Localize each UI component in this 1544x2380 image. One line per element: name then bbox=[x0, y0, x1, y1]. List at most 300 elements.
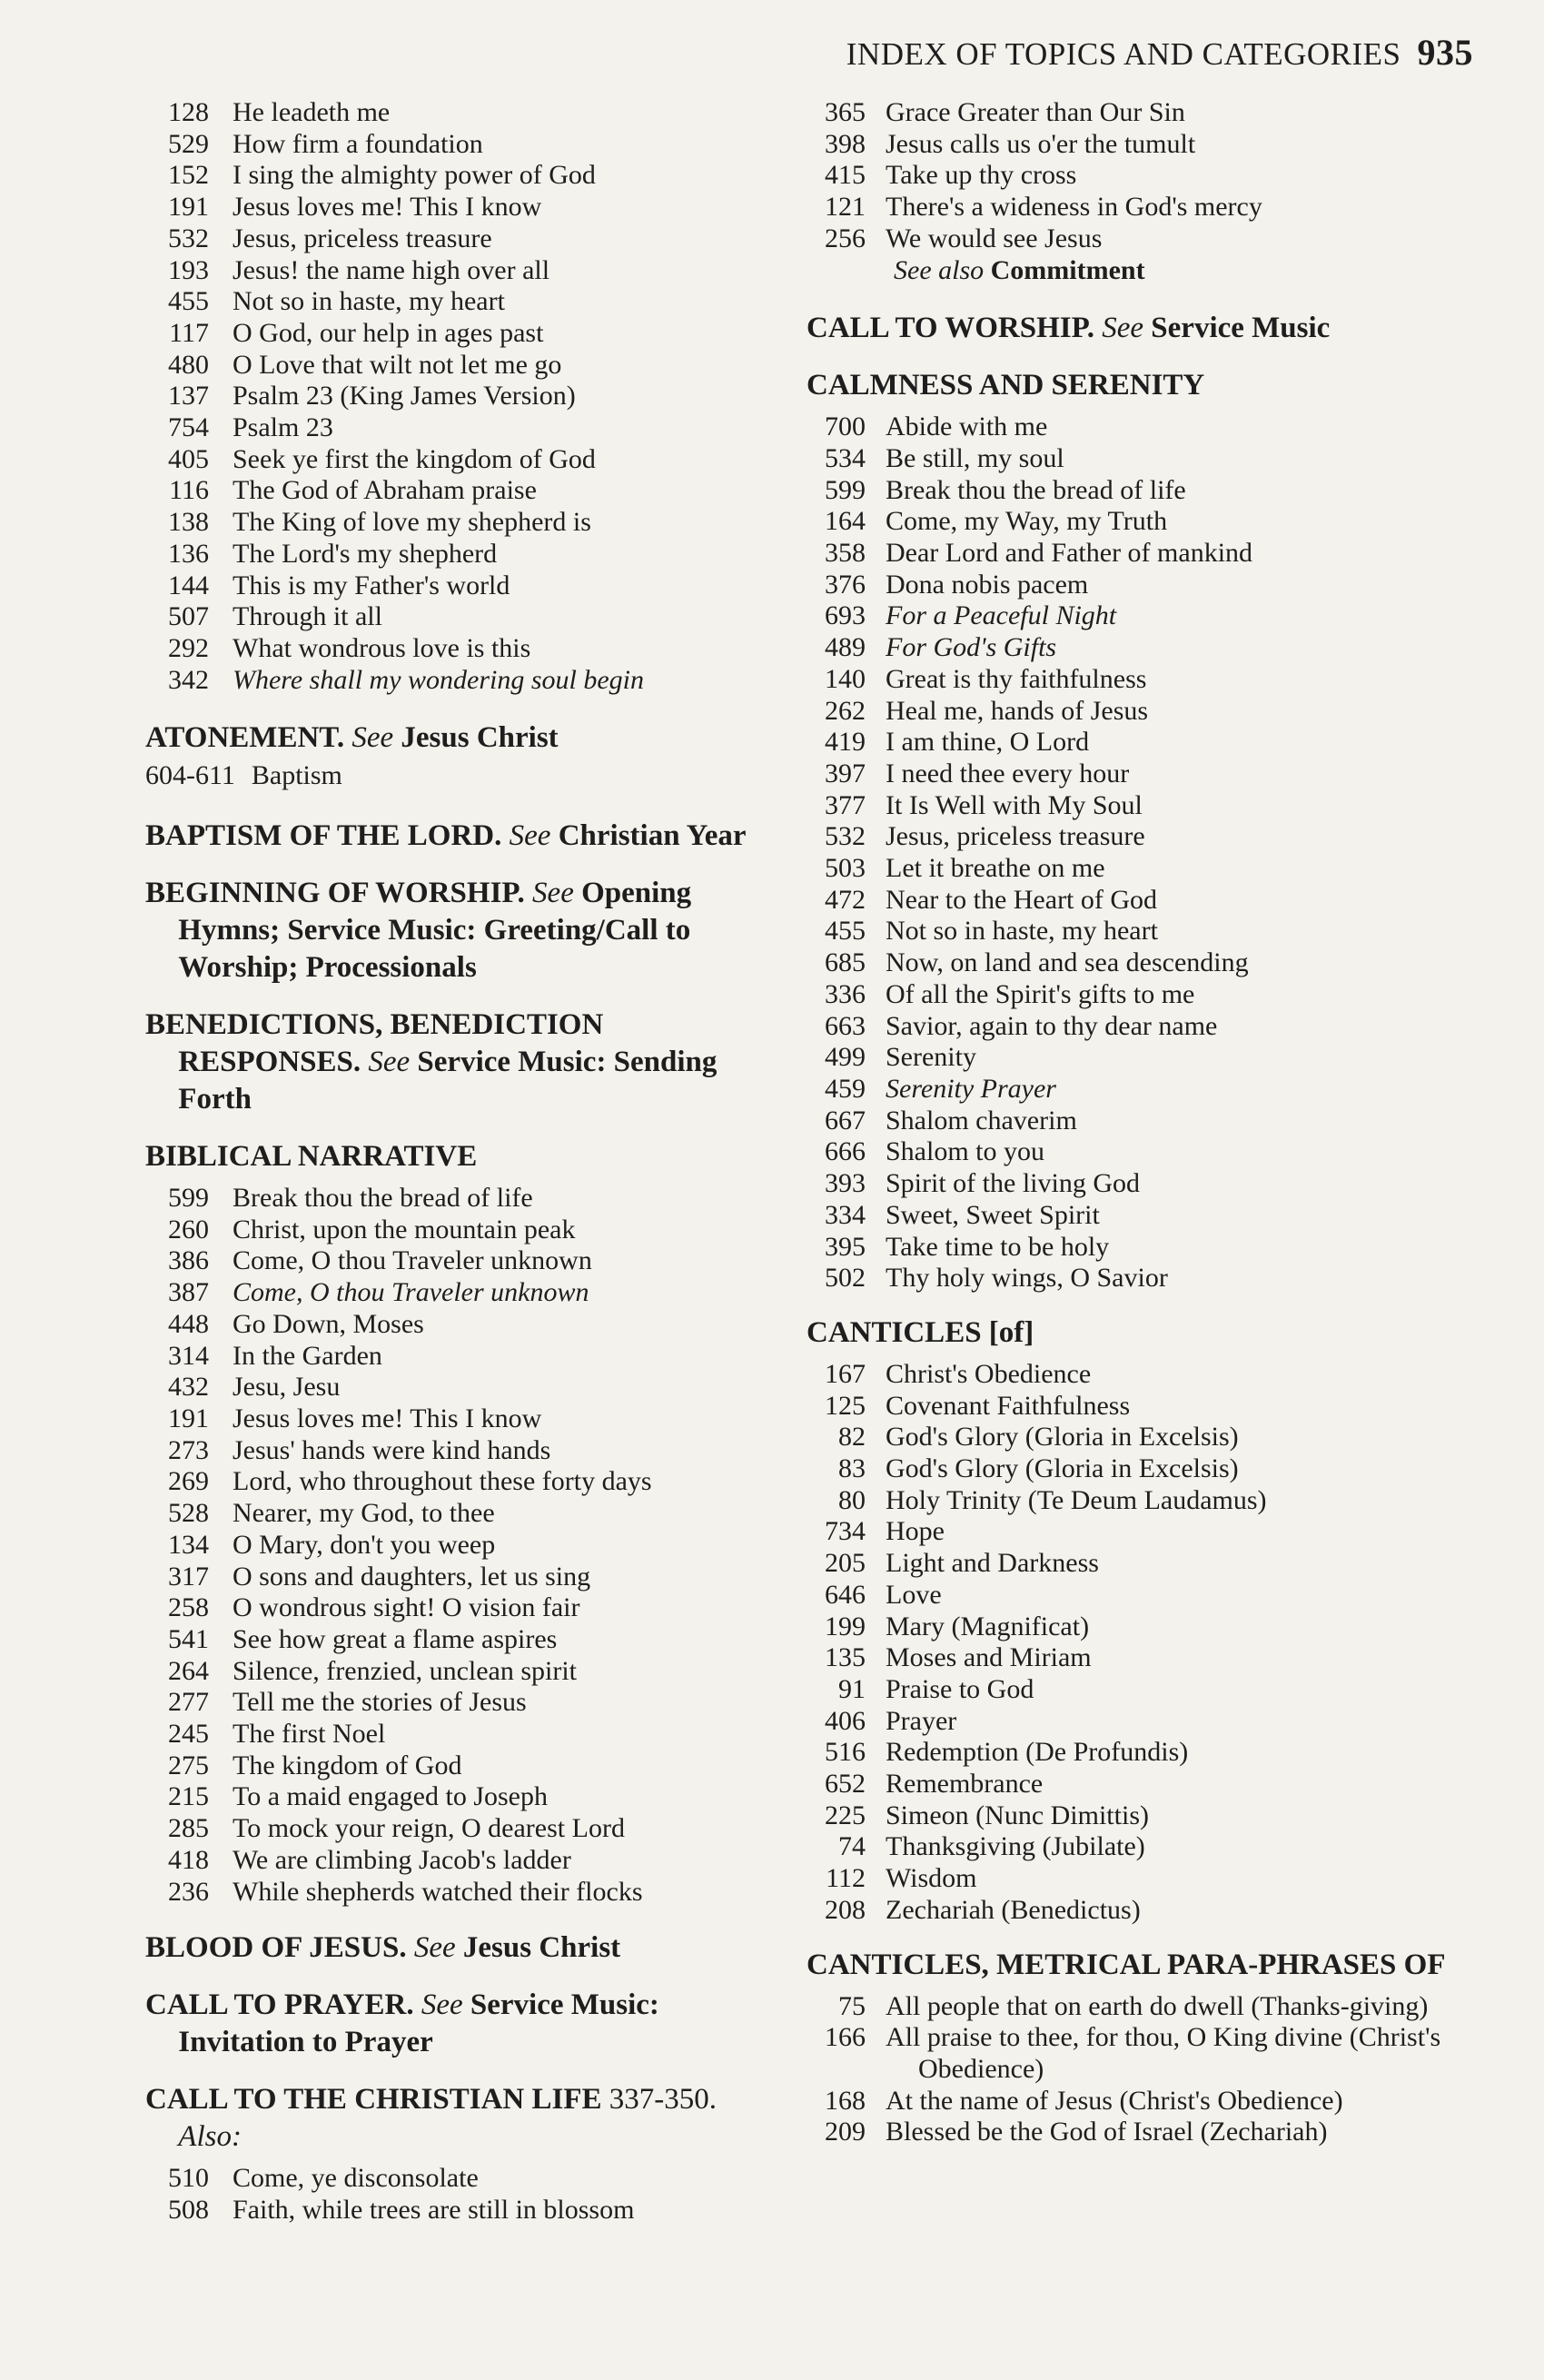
hymn-number: 74 bbox=[838, 1831, 866, 1862]
list-item bbox=[807, 916, 1479, 947]
hymn-title: O Love that wilt not let me go bbox=[233, 349, 562, 380]
hymn-number: 652 bbox=[825, 1769, 866, 1800]
hymn-title: O wondrous sight! O vision fair bbox=[233, 1592, 580, 1623]
hymn-title: Come, my Way, my Truth bbox=[886, 506, 1168, 537]
hymn-title: Grace Greater than Our Sin bbox=[886, 97, 1185, 127]
list-item bbox=[807, 223, 1479, 255]
hymn-number: 508 bbox=[168, 2194, 209, 2225]
hymn-title: To a maid engaged to Joseph bbox=[233, 1781, 548, 1812]
list-item bbox=[145, 1624, 781, 1656]
hymn-title: The God of Abraham praise bbox=[233, 475, 537, 506]
hymn-title: Shalom to you bbox=[886, 1136, 1045, 1167]
list-item bbox=[807, 1516, 1479, 1548]
list-item bbox=[807, 1391, 1479, 1423]
hymn-title: All praise to thee, for thou, O King divine (Christ's Obedience) bbox=[886, 2022, 1441, 2084]
list-item bbox=[807, 1642, 1479, 1674]
heading-baptism-of-the-lord: BAPTISM OF THE LORD. See Christian Year bbox=[145, 819, 747, 853]
list-item bbox=[145, 286, 781, 318]
hymn-number: 336 bbox=[825, 978, 866, 1009]
heading-canticles: CANTICLES [of] bbox=[807, 1315, 1034, 1349]
list-item bbox=[807, 129, 1479, 161]
list-item bbox=[807, 947, 1479, 979]
hymn-number: 292 bbox=[168, 632, 209, 663]
hymn-number: 140 bbox=[825, 663, 866, 694]
hymn-number: 503 bbox=[825, 853, 866, 884]
list-item bbox=[807, 632, 1479, 664]
hymn-title: For a Peaceful Night bbox=[886, 600, 1117, 631]
list-item bbox=[807, 412, 1479, 443]
hymn-title: I am thine, O Lord bbox=[886, 727, 1090, 758]
list-item bbox=[807, 1011, 1479, 1043]
hymn-title: Come, O thou Traveler unknown bbox=[233, 1277, 589, 1308]
hymn-number: 342 bbox=[168, 664, 209, 695]
heading-call-to-prayer: CALL TO PRAYER. See Service Music: Invitation to Prayer bbox=[145, 1988, 659, 2059]
list-item bbox=[807, 538, 1479, 570]
hymn-title: Serenity Prayer bbox=[886, 1073, 1056, 1104]
list-item bbox=[145, 2163, 781, 2195]
list-item bbox=[807, 696, 1479, 728]
list-item bbox=[145, 539, 781, 570]
hymn-number: 166 bbox=[825, 2022, 866, 2053]
hymn-number: 208 bbox=[825, 1894, 866, 1925]
heading-call-to-worship: CALL TO WORSHIP. See Service Music bbox=[807, 312, 1331, 345]
list-item bbox=[145, 192, 781, 223]
hymn-title: Abide with me bbox=[886, 412, 1048, 442]
list-item bbox=[807, 1106, 1479, 1137]
hymn-title: Praise to God bbox=[886, 1673, 1034, 1704]
metrical-paraphrases-list bbox=[807, 1991, 1479, 2149]
hymn-number: 418 bbox=[168, 1844, 209, 1875]
hymn-number: 499 bbox=[825, 1042, 866, 1073]
list-item bbox=[145, 1466, 781, 1498]
hymn-number: 599 bbox=[825, 474, 866, 505]
heading-call-to-christian-life: CALL TO THE CHRISTIAN LIFE 337-350. Also: bbox=[145, 2083, 718, 2154]
list-item bbox=[145, 444, 781, 476]
left-continued-list bbox=[145, 97, 781, 696]
hymn-title: Heal me, hands of Jesus bbox=[886, 695, 1149, 726]
list-item: 604-611 Baptism bbox=[145, 760, 342, 791]
list-item bbox=[807, 1453, 1479, 1485]
list-item bbox=[145, 223, 781, 255]
hymn-title: Redemption (De Profundis) bbox=[886, 1737, 1189, 1768]
calmness-list bbox=[807, 412, 1479, 1294]
hymn-number: 269 bbox=[168, 1466, 209, 1497]
list-item bbox=[807, 1548, 1479, 1580]
hymn-number: 273 bbox=[168, 1434, 209, 1465]
hymn-number: 191 bbox=[168, 192, 209, 223]
hymn-number: 168 bbox=[825, 2085, 866, 2116]
list-item bbox=[807, 1831, 1479, 1863]
hymn-number: 419 bbox=[825, 727, 866, 758]
hymn-title: Light and Darkness bbox=[886, 1548, 1099, 1579]
hymn-number: 128 bbox=[168, 97, 209, 127]
hymn-title: Shalom chaverim bbox=[886, 1105, 1077, 1135]
hymn-title: It Is Well with My Soul bbox=[886, 789, 1143, 820]
hymn-title: Take time to be holy bbox=[886, 1231, 1110, 1262]
hymn-number: 397 bbox=[825, 758, 866, 788]
list-item bbox=[145, 633, 781, 665]
hymn-title: Covenant Faithfulness bbox=[886, 1390, 1131, 1421]
hymn-title: The first Noel bbox=[233, 1719, 386, 1750]
heading-calmness-and-serenity: CALMNESS AND SERENITY bbox=[807, 369, 1205, 402]
hymn-title: To mock your reign, O dearest Lord bbox=[233, 1813, 625, 1844]
list-item bbox=[145, 1530, 781, 1562]
hymn-number: 507 bbox=[168, 601, 209, 632]
list-item bbox=[145, 1750, 781, 1782]
hymn-title: Break thou the bread of life bbox=[233, 1183, 533, 1214]
hymn-title: God's Glory (Gloria in Excelsis) bbox=[886, 1453, 1239, 1484]
list-item bbox=[807, 1800, 1479, 1832]
hymn-number: 377 bbox=[825, 789, 866, 820]
list-item bbox=[145, 255, 781, 287]
list-item bbox=[145, 1372, 781, 1403]
hymn-title: The kingdom of God bbox=[233, 1750, 462, 1780]
list-item bbox=[145, 350, 781, 382]
list-item bbox=[807, 1706, 1479, 1738]
list-item bbox=[807, 97, 1479, 129]
list-item bbox=[145, 665, 781, 697]
hymn-number: 136 bbox=[168, 538, 209, 569]
hymn-title: Nearer, my God, to thee bbox=[233, 1498, 495, 1529]
christian-life-list bbox=[145, 2163, 781, 2226]
list-item bbox=[145, 1341, 781, 1373]
hymn-number: 164 bbox=[825, 506, 866, 537]
list-item bbox=[807, 2022, 1479, 2085]
hymn-title: Christ, upon the mountain peak bbox=[233, 1214, 576, 1245]
hymn-title: Where shall my wondering soul begin bbox=[233, 664, 645, 695]
list-item bbox=[807, 1895, 1479, 1927]
hymn-number: 510 bbox=[168, 2163, 209, 2194]
hymn-title: The King of love my shepherd is bbox=[233, 507, 591, 538]
list-item bbox=[807, 1200, 1479, 1232]
hymn-number: 225 bbox=[825, 1800, 866, 1830]
heading-beginning-of-worship: BEGINNING OF WORSHIP. See Opening Hymns; Service Music: Greeting/Call to Worship; Processionals bbox=[145, 877, 692, 985]
list-item bbox=[145, 160, 781, 192]
hymn-title: Holy Trinity (Te Deum Laudamus) bbox=[886, 1484, 1267, 1515]
hymn-title: Of all the Spirit's gifts to me bbox=[886, 978, 1195, 1009]
hymn-number: 455 bbox=[168, 286, 209, 317]
hymn-number: 646 bbox=[825, 1579, 866, 1610]
page-number: 935 bbox=[1417, 32, 1473, 73]
hymn-number: 459 bbox=[825, 1073, 866, 1104]
list-item bbox=[145, 1435, 781, 1467]
hymn-number: 448 bbox=[168, 1308, 209, 1339]
hymn-title: Jesus, priceless treasure bbox=[886, 821, 1145, 852]
hymn-title: I sing the almighty power of God bbox=[233, 160, 596, 191]
list-item bbox=[145, 1277, 781, 1309]
hymn-title: Moses and Miriam bbox=[886, 1642, 1092, 1673]
hymn-title: How firm a foundation bbox=[233, 128, 483, 159]
hymn-title: Through it all bbox=[233, 601, 382, 632]
hymn-title: Come, ye disconsolate bbox=[233, 2163, 479, 2194]
hymn-title: For God's Gifts bbox=[886, 632, 1057, 663]
list-item bbox=[807, 790, 1479, 822]
hymn-number: 121 bbox=[825, 192, 866, 223]
hymn-title: Not so in haste, my heart bbox=[886, 916, 1158, 947]
hymn-number: 258 bbox=[168, 1592, 209, 1623]
list-item bbox=[145, 1498, 781, 1530]
hymn-title: Hope bbox=[886, 1516, 945, 1547]
hymn-number: 685 bbox=[825, 947, 866, 978]
list-item bbox=[807, 1074, 1479, 1106]
hymn-title: Faith, while trees are still in blossom bbox=[233, 2194, 635, 2225]
hymn-number: 667 bbox=[825, 1105, 866, 1135]
hymn-number: 415 bbox=[825, 160, 866, 191]
hymn-title: Love bbox=[886, 1579, 942, 1610]
hymn-title: He leadeth me bbox=[233, 97, 391, 127]
hymn-title: Lord, who throughout these forty days bbox=[233, 1466, 652, 1497]
list-item bbox=[145, 507, 781, 539]
hymn-title: Psalm 23 (King James Version) bbox=[233, 381, 576, 412]
hymn-number: 91 bbox=[838, 1673, 866, 1704]
hymn-number: 358 bbox=[825, 538, 866, 569]
list-item bbox=[145, 1562, 781, 1593]
list-item bbox=[145, 129, 781, 161]
hymn-number: 406 bbox=[825, 1705, 866, 1736]
hymn-number: 432 bbox=[168, 1372, 209, 1403]
hymn-title: Christ's Obedience bbox=[886, 1358, 1092, 1389]
hymn-number: 334 bbox=[825, 1199, 866, 1230]
hymn-number: 80 bbox=[838, 1484, 866, 1515]
hymn-title: Jesus' hands were kind hands bbox=[233, 1434, 551, 1465]
hymn-number: 209 bbox=[825, 2117, 866, 2147]
hymn-number: 365 bbox=[825, 97, 866, 127]
list-item bbox=[807, 1232, 1479, 1264]
hymn-number: 144 bbox=[168, 570, 209, 600]
hymn-title: Take up thy cross bbox=[886, 160, 1077, 191]
hymn-number: 666 bbox=[825, 1136, 866, 1167]
list-item bbox=[145, 1403, 781, 1435]
list-item bbox=[807, 1359, 1479, 1391]
heading-blood-of-jesus: BLOOD OF JESUS. See Jesus Christ bbox=[145, 1931, 621, 1965]
list-item bbox=[145, 97, 781, 129]
list-item bbox=[807, 1674, 1479, 1706]
list-item bbox=[145, 412, 781, 444]
hymn-number: 528 bbox=[168, 1498, 209, 1529]
list-item bbox=[807, 1737, 1479, 1769]
hymn-title: All people that on earth do dwell (Thanks-giving) bbox=[886, 1990, 1429, 2021]
hymn-title: At the name of Jesus (Christ's Obedience) bbox=[886, 2085, 1343, 2116]
list-item bbox=[807, 1263, 1479, 1294]
hymn-title: Break thou the bread of life bbox=[886, 474, 1186, 505]
hymn-title: Seek ye first the kingdom of God bbox=[233, 443, 596, 474]
hymn-title: Near to the Heart of God bbox=[886, 884, 1158, 915]
list-item bbox=[807, 2086, 1479, 2117]
hymn-title: This is my Father's world bbox=[233, 570, 510, 600]
list-item bbox=[807, 1042, 1479, 1074]
hymn-number: 112 bbox=[826, 1863, 866, 1894]
list-item bbox=[807, 1611, 1479, 1643]
hymn-number: 138 bbox=[168, 507, 209, 538]
hymn-number: 317 bbox=[168, 1561, 209, 1592]
list-item bbox=[807, 160, 1479, 192]
list-item bbox=[807, 1769, 1479, 1800]
hymn-title: Jesus, priceless treasure bbox=[233, 223, 492, 253]
hymn-number: 663 bbox=[825, 1010, 866, 1041]
hymn-number: 532 bbox=[825, 821, 866, 852]
list-item bbox=[807, 2117, 1479, 2148]
hymn-number: 277 bbox=[168, 1687, 209, 1718]
hymn-number: 734 bbox=[825, 1516, 866, 1547]
hymn-title: While shepherds watched their flocks bbox=[233, 1876, 643, 1907]
hymn-title: Thy holy wings, O Savior bbox=[886, 1263, 1168, 1294]
hymn-number: 376 bbox=[825, 569, 866, 600]
list-item bbox=[807, 979, 1479, 1011]
list-item bbox=[145, 570, 781, 602]
hymn-number: 455 bbox=[825, 916, 866, 947]
list-item bbox=[807, 1422, 1479, 1453]
list-item bbox=[807, 1485, 1479, 1517]
list-item bbox=[145, 1245, 781, 1277]
right-continued-list bbox=[807, 97, 1479, 255]
list-item bbox=[807, 664, 1479, 696]
list-item bbox=[145, 1687, 781, 1719]
hymn-title: Spirit of the living God bbox=[886, 1168, 1140, 1199]
hymn-number: 275 bbox=[168, 1750, 209, 1780]
hymn-number: 285 bbox=[168, 1813, 209, 1844]
hymn-title: Savior, again to thy dear name bbox=[886, 1010, 1218, 1041]
hymn-number: 532 bbox=[168, 223, 209, 253]
hymn-number: 534 bbox=[825, 442, 866, 473]
hymn-number: 480 bbox=[168, 349, 209, 380]
list-item bbox=[807, 1580, 1479, 1611]
list-item bbox=[145, 1845, 781, 1877]
hymn-number: 754 bbox=[168, 412, 209, 443]
list-item bbox=[145, 318, 781, 350]
list-item bbox=[807, 821, 1479, 853]
hymn-title: See how great a flame aspires bbox=[233, 1623, 558, 1654]
hymn-title: Silence, frenzied, unclean spirit bbox=[233, 1655, 578, 1686]
hymn-title: Great is thy faithfulness bbox=[886, 663, 1147, 694]
hymn-number: 134 bbox=[168, 1529, 209, 1560]
list-item bbox=[145, 1215, 781, 1246]
hymn-title: Jesus loves me! This I know bbox=[233, 1403, 542, 1433]
list-item bbox=[807, 1136, 1479, 1168]
heading-metrical-paraphrases: CANTICLES, METRICAL PARA-PHRASES OF bbox=[807, 1948, 1446, 1981]
hymn-number: 75 bbox=[838, 1990, 866, 2021]
list-item bbox=[145, 1813, 781, 1845]
hymn-title: Serenity bbox=[886, 1042, 976, 1073]
list-item bbox=[807, 885, 1479, 917]
list-item bbox=[807, 759, 1479, 790]
hymn-title: We are climbing Jacob's ladder bbox=[233, 1844, 571, 1875]
list-item bbox=[145, 1656, 781, 1688]
hymn-number: 117 bbox=[169, 317, 209, 348]
hymn-title: In the Garden bbox=[233, 1340, 382, 1371]
hymn-number: 502 bbox=[825, 1263, 866, 1294]
hymn-title: Not so in haste, my heart bbox=[233, 286, 505, 317]
hymn-number: 395 bbox=[825, 1231, 866, 1262]
hymn-title: Simeon (Nunc Dimittis) bbox=[886, 1800, 1149, 1830]
hymn-number: 405 bbox=[168, 443, 209, 474]
list-item bbox=[145, 1781, 781, 1813]
hymn-number: 489 bbox=[825, 632, 866, 663]
running-title: INDEX OF TOPICS AND CATEGORIES bbox=[846, 36, 1401, 72]
canticles-list bbox=[807, 1359, 1479, 1927]
hymn-number: 191 bbox=[168, 1403, 209, 1433]
hymn-number: 82 bbox=[838, 1422, 866, 1453]
hymn-number: 393 bbox=[825, 1168, 866, 1199]
hymn-number: 245 bbox=[168, 1719, 209, 1750]
hymn-title: Jesus calls us o'er the tumult bbox=[886, 128, 1196, 159]
hymn-title: O Mary, don't you weep bbox=[233, 1529, 496, 1560]
list-item bbox=[145, 1183, 781, 1215]
list-item bbox=[145, 2195, 781, 2226]
hymn-number: 125 bbox=[825, 1390, 866, 1421]
hymn-number: 205 bbox=[825, 1548, 866, 1579]
right-column bbox=[807, 97, 1479, 2148]
hymn-title: The Lord's my shepherd bbox=[233, 538, 498, 569]
hymn-number: 529 bbox=[168, 128, 209, 159]
hymn-number: 387 bbox=[168, 1277, 209, 1308]
hymn-title: Dear Lord and Father of mankind bbox=[886, 538, 1253, 569]
hymn-title: Be still, my soul bbox=[886, 442, 1064, 473]
hymn-title: Come, O thou Traveler unknown bbox=[233, 1245, 592, 1276]
list-item bbox=[145, 1592, 781, 1624]
hymn-number: 386 bbox=[168, 1245, 209, 1276]
list-item bbox=[145, 601, 781, 633]
hymn-title: Jesus loves me! This I know bbox=[233, 192, 542, 223]
list-item bbox=[145, 1719, 781, 1750]
hymn-title: Wisdom bbox=[886, 1863, 977, 1894]
heading-benedictions: BENEDICTIONS, BENEDICTION RESPONSES. See Service Music: Sending Forth bbox=[145, 1008, 718, 1116]
heading-biblical-narrative: BIBLICAL NARRATIVE bbox=[145, 1140, 478, 1174]
hymn-number: 83 bbox=[838, 1453, 866, 1484]
list-item bbox=[807, 727, 1479, 759]
list-item bbox=[807, 192, 1479, 223]
list-item bbox=[145, 475, 781, 507]
hymn-title: Zechariah (Benedictus) bbox=[886, 1894, 1141, 1925]
hymn-number: 116 bbox=[169, 475, 209, 506]
heading-atonement: ATONEMENT. See Jesus Christ bbox=[145, 721, 559, 755]
hymn-number: 541 bbox=[168, 1623, 209, 1654]
hymn-number: 152 bbox=[168, 160, 209, 191]
hymn-number: 137 bbox=[168, 381, 209, 412]
list-item bbox=[145, 1877, 781, 1909]
hymn-title: Go Down, Moses bbox=[233, 1308, 424, 1339]
list-item bbox=[807, 443, 1479, 475]
hymn-number: 135 bbox=[825, 1642, 866, 1673]
hymn-title: Jesus! the name high over all bbox=[233, 254, 550, 285]
hymn-number: 693 bbox=[825, 600, 866, 631]
hymn-number: 260 bbox=[168, 1214, 209, 1245]
hymn-number: 167 bbox=[825, 1358, 866, 1389]
hymn-title: Let it breathe on me bbox=[886, 853, 1105, 884]
biblical-narrative-list bbox=[145, 1183, 781, 1908]
hymn-number: 236 bbox=[168, 1876, 209, 1907]
list-item bbox=[807, 600, 1479, 632]
list-item bbox=[807, 1863, 1479, 1895]
hymn-number: 215 bbox=[168, 1781, 209, 1812]
hymn-title: Thanksgiving (Jubilate) bbox=[886, 1831, 1145, 1862]
list-item bbox=[145, 1309, 781, 1341]
hymn-title: O God, our help in ages past bbox=[233, 317, 544, 348]
hymn-title: We would see Jesus bbox=[886, 223, 1103, 253]
hymn-title: Sweet, Sweet Spirit bbox=[886, 1199, 1100, 1230]
list-item bbox=[807, 1991, 1479, 2023]
hymn-number: 398 bbox=[825, 128, 866, 159]
list-item bbox=[145, 381, 781, 412]
hymn-number: 516 bbox=[825, 1737, 866, 1768]
hymn-title: God's Glory (Gloria in Excelsis) bbox=[886, 1422, 1239, 1453]
hymn-title: Dona nobis pacem bbox=[886, 569, 1089, 600]
page-header bbox=[846, 32, 1473, 73]
list-item bbox=[807, 570, 1479, 601]
list-item bbox=[807, 853, 1479, 885]
list-item bbox=[807, 475, 1479, 507]
hymn-title: Jesu, Jesu bbox=[233, 1372, 341, 1403]
hymn-title: There's a wideness in God's mercy bbox=[886, 192, 1262, 223]
